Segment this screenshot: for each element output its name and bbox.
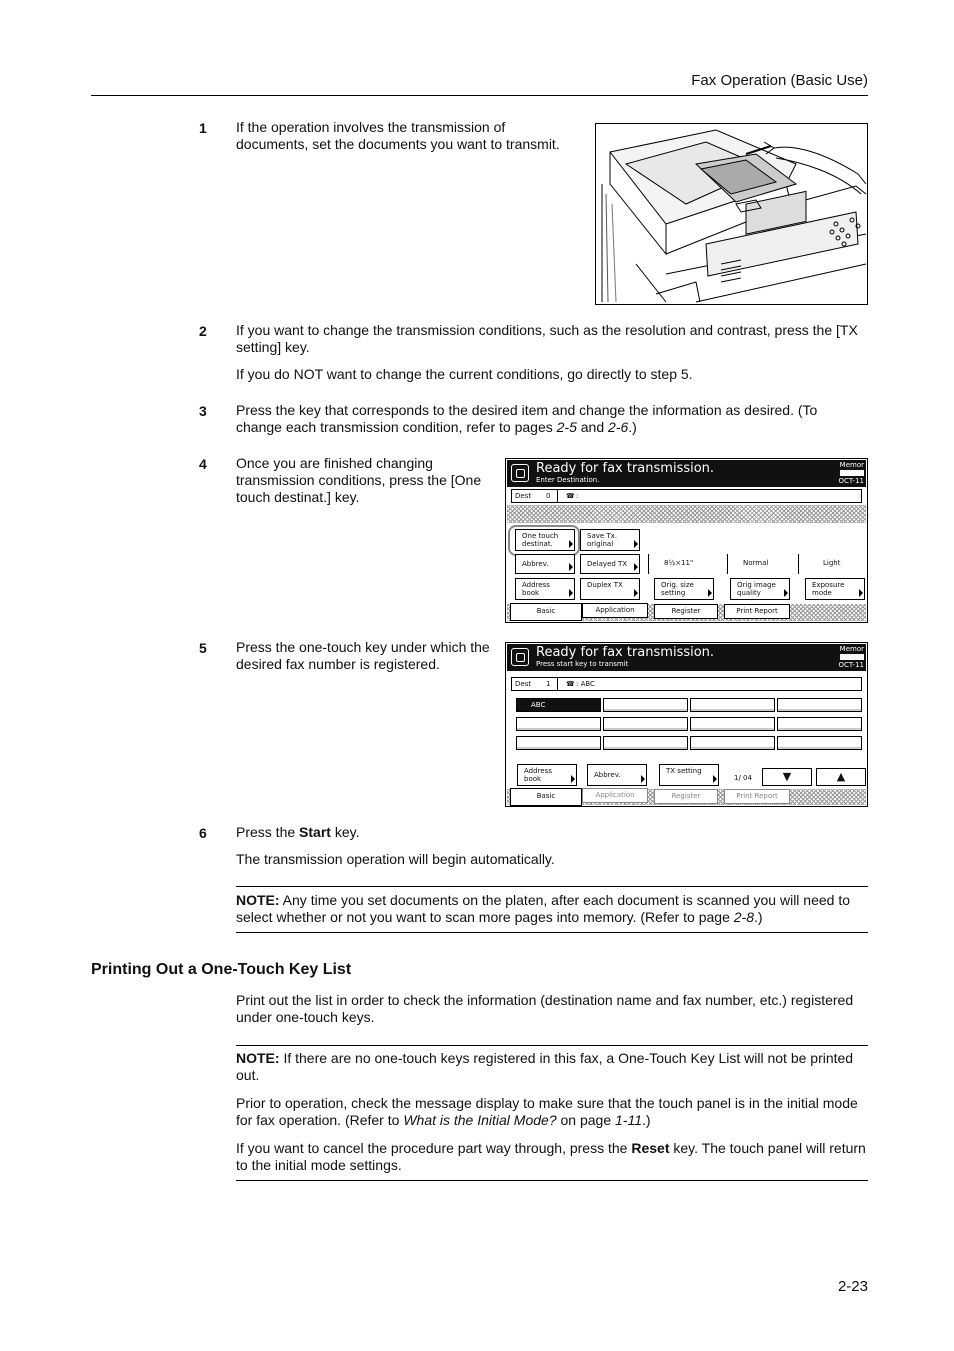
one-touch-destinat-button[interactable]: One touch destinat. xyxy=(515,529,575,551)
step-2-number: 2 xyxy=(199,323,207,339)
step-6-number: 6 xyxy=(199,825,207,841)
section-title: Printing Out a One-Touch Key List xyxy=(91,961,352,978)
note-2-paragraph-2: Prior to operation, check the message display to make sure that the touch panel is in the initial mode for fax operation. (Refer to What is the Initial Mode? on page 1-11.) xyxy=(236,1095,858,1128)
panel-title-bar xyxy=(507,460,866,487)
note-rule-bottom xyxy=(236,932,868,933)
dest-value: : ABC xyxy=(576,680,595,688)
fax-icon xyxy=(511,648,529,666)
page-indicator: 1/ 04 xyxy=(734,774,752,782)
step-4-number: 4 xyxy=(199,456,207,472)
orig-quality-value: Normal xyxy=(743,559,769,567)
address-book-button[interactable]: Address book xyxy=(517,764,577,786)
scroll-up-button[interactable]: ▲ xyxy=(816,768,866,786)
tab-application[interactable]: Application xyxy=(582,603,648,618)
step-1-number: 1 xyxy=(199,120,207,136)
memory-gauge xyxy=(840,654,864,660)
dest-label: Dest xyxy=(515,492,532,500)
tab-basic[interactable]: Basic xyxy=(510,603,582,621)
tab-print-report[interactable]: Print Report xyxy=(724,604,790,619)
note-label: NOTE: xyxy=(236,1050,280,1066)
panel-title-bar xyxy=(507,644,866,671)
step-6-text-2: The transmission operation will begin automatically. xyxy=(236,851,555,867)
initial-mode-ref: What is the Initial Mode? xyxy=(403,1112,557,1128)
tab-application[interactable]: Application xyxy=(582,788,648,803)
one-touch-key[interactable] xyxy=(690,698,775,712)
page-ref-2-8: 2-8 xyxy=(733,909,754,925)
note-2-paragraph-3: If you want to cancel the procedure part way through, press the Reset key. The touch panel will return to the initial mode settings. xyxy=(236,1140,866,1173)
fax-touch-panel-one-touch xyxy=(505,642,868,807)
memory-label: Memor xyxy=(839,461,864,469)
step-2-text: If you want to change the transmission conditions, such as the resolution and contrast, press the [TX setting] key. xyxy=(236,322,858,355)
one-touch-key[interactable] xyxy=(777,717,862,731)
one-touch-key[interactable] xyxy=(603,698,688,712)
panel-subtitle: Enter Destination. xyxy=(536,476,600,484)
tx-setting-button[interactable]: TX setting xyxy=(659,764,719,786)
phone-icon: ☎ xyxy=(566,492,575,500)
panel-subtitle: Press start key to transmit xyxy=(536,660,629,668)
tab-register[interactable]: Register xyxy=(654,789,718,804)
one-touch-key[interactable] xyxy=(690,717,775,731)
one-touch-key[interactable] xyxy=(603,717,688,731)
abbrev-button[interactable]: Abbrev. xyxy=(587,764,647,786)
one-touch-key[interactable] xyxy=(603,736,688,750)
step-3-number: 3 xyxy=(199,403,207,419)
one-touch-key[interactable] xyxy=(777,736,862,750)
section-intro: Print out the list in order to check the information (destination name and fax number, etc.) registered under one-touch keys. xyxy=(236,992,854,1025)
one-touch-key-abc[interactable]: ABC xyxy=(516,698,601,712)
step-4-text: Once you are finished changing transmission conditions, press the [One touch destinat.] key. xyxy=(236,455,482,505)
phone-icon: ☎ xyxy=(566,680,575,688)
abbrev-button[interactable]: Abbrev. xyxy=(515,554,575,574)
memory-gauge xyxy=(840,470,864,476)
dest-count: 0 xyxy=(546,492,551,500)
one-touch-key[interactable] xyxy=(516,717,601,731)
exposure-mode-button[interactable]: Exposure mode xyxy=(805,578,865,600)
note-label: NOTE: xyxy=(236,892,280,908)
page-ref-2-6: 2-6 xyxy=(608,419,629,435)
dest-count: 1 xyxy=(546,680,551,688)
start-key-label: Start xyxy=(299,824,331,840)
orig-image-quality-button[interactable]: Orig image quality xyxy=(730,578,790,600)
one-touch-key[interactable] xyxy=(516,736,601,750)
step-5-number: 5 xyxy=(199,640,207,656)
step-1-text: If the operation involves the transmission of documents, set the documents you want to transmit. xyxy=(236,119,560,152)
note-rule-bottom xyxy=(236,1180,868,1181)
one-touch-key[interactable] xyxy=(690,736,775,750)
delayed-tx-button[interactable]: Delayed TX xyxy=(580,554,640,574)
tab-register[interactable]: Register xyxy=(654,604,718,619)
step-6-text: Press the Start key. xyxy=(236,824,360,840)
panel-title: Ready for fax transmission. xyxy=(536,645,715,660)
step-3-text: Press the key that corresponds to the desired item and change the information as desired. (To change each transmission condition, refer to pages 2-5 and 2-6.) xyxy=(236,402,818,435)
step-5-text: Press the one-touch key under which the desired fax number is registered. xyxy=(236,639,490,672)
save-tx-original-button[interactable]: Save Tx. original xyxy=(580,529,640,551)
destination-bar xyxy=(511,677,862,691)
panel-title: Ready for fax transmission. xyxy=(536,461,715,476)
address-book-button[interactable]: Address book xyxy=(515,578,575,600)
reset-key-label: Reset xyxy=(631,1140,670,1156)
page-ref-1-11: 1-11 xyxy=(615,1112,642,1128)
orig-size-value: 8½×11" xyxy=(664,559,694,567)
fax-machine-illustration xyxy=(595,123,868,305)
page-number: 2-23 xyxy=(837,1278,868,1295)
fax-icon xyxy=(511,464,529,482)
one-touch-key[interactable] xyxy=(777,698,862,712)
exposure-value: Light xyxy=(823,559,841,567)
scroll-down-button[interactable]: ▼ xyxy=(762,768,812,786)
tab-basic[interactable]: Basic xyxy=(510,788,582,806)
dest-value: : xyxy=(576,492,579,500)
tab-print-report[interactable]: Print Report xyxy=(724,789,790,804)
note-rule-top xyxy=(236,1045,868,1046)
panel-date: OCT-11 xyxy=(838,477,864,485)
step-2-text-2: If you do NOT want to change the current conditions, go directly to step 5. xyxy=(236,366,693,382)
note-rule-top xyxy=(236,886,868,887)
duplex-tx-button[interactable]: Duplex TX xyxy=(580,578,640,600)
header-rule xyxy=(91,95,868,96)
note-1: NOTE: Any time you set documents on the platen, after each document is scanned you will need to select whether or not you want to scan more pages into memory. (Refer to page 2-8.) xyxy=(236,892,851,925)
dest-label: Dest xyxy=(515,680,532,688)
page-ref-2-5: 2-5 xyxy=(556,419,577,435)
panel-date: OCT-11 xyxy=(838,661,864,669)
orig-size-setting-button[interactable]: Orig. size setting xyxy=(654,578,714,600)
fax-touch-panel-dest xyxy=(505,458,868,623)
note-2: NOTE: If there are no one-touch keys registered in this fax, a One-Touch Key List will not be printed out. xyxy=(236,1050,854,1083)
memory-label: Memor xyxy=(839,645,864,653)
destination-bar xyxy=(511,489,862,503)
running-header: Fax Operation (Basic Use) xyxy=(691,72,868,89)
